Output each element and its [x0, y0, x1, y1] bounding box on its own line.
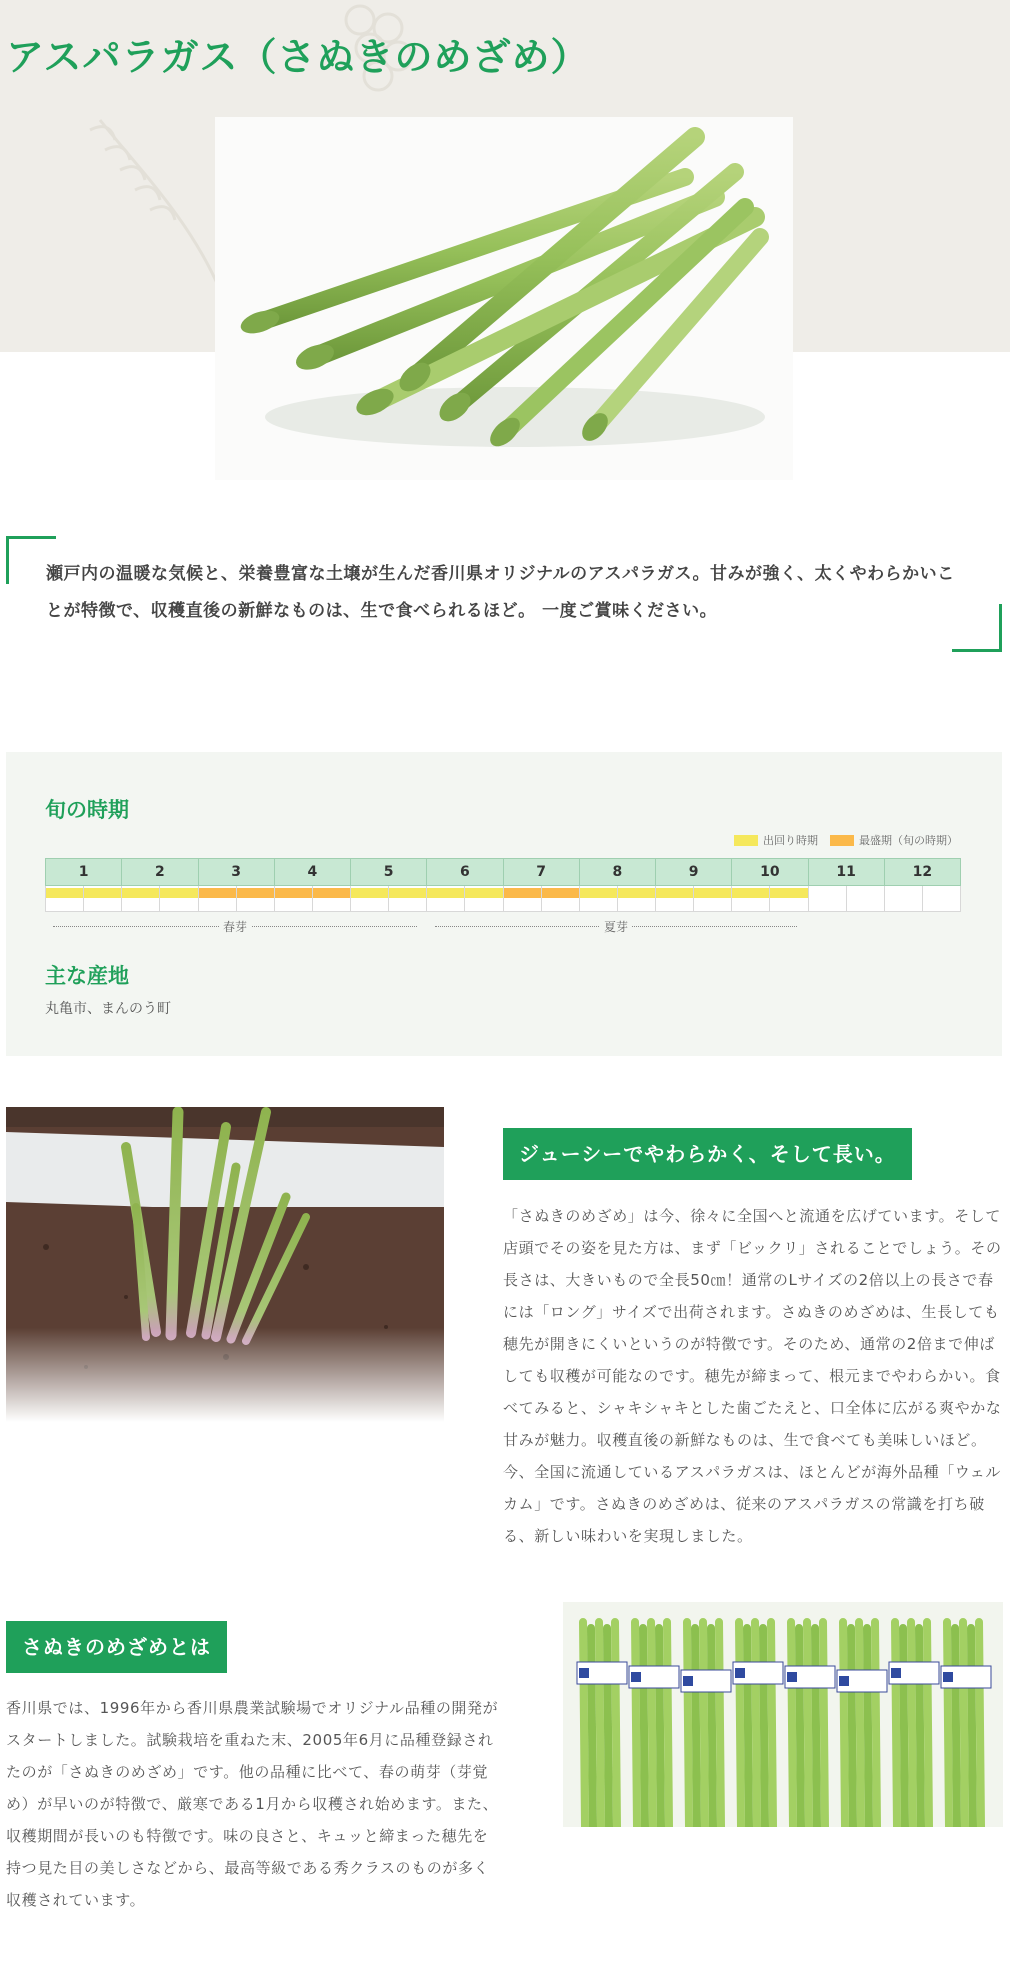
calendar-cell — [809, 886, 847, 912]
calendar-cell — [732, 886, 770, 912]
calendar-cell — [465, 886, 503, 912]
season-heading: 旬の時期 — [45, 798, 129, 822]
calendar-fill-available — [770, 888, 807, 898]
calendar-cell — [275, 886, 313, 912]
calendar-status-row — [45, 886, 961, 912]
calendar-fill-peak — [313, 888, 350, 898]
corner-bracket-bottom-right — [952, 604, 1002, 652]
spring-sprout-label: 春芽 — [219, 918, 251, 935]
calendar-cell — [199, 886, 237, 912]
season-panel — [6, 752, 1002, 1056]
calendar-cell — [618, 886, 656, 912]
calendar-fill-available — [732, 888, 769, 898]
calendar-fill-available — [580, 888, 617, 898]
calendar-cell — [504, 886, 542, 912]
calendar-month-10: 10 — [732, 858, 808, 886]
calendar-fill-available — [46, 888, 83, 898]
calendar-month-8: 8 — [580, 858, 656, 886]
calendar-month-9: 9 — [656, 858, 732, 886]
calendar-month-11: 11 — [809, 858, 885, 886]
calendar-month-6: 6 — [427, 858, 503, 886]
calendar-cell — [351, 886, 389, 912]
calendar-fill-available — [618, 888, 655, 898]
calendar-fill-peak — [504, 888, 541, 898]
calendar-fill-available — [84, 888, 121, 898]
calendar-cell — [427, 886, 465, 912]
calendar-cell — [542, 886, 580, 912]
calendar-fill-available — [122, 888, 159, 898]
summer-sprout-span — [435, 918, 797, 934]
calendar-cell — [237, 886, 275, 912]
calendar-cell — [694, 886, 732, 912]
about-heading: さぬきのめざめとは — [6, 1621, 227, 1673]
calendar-cell — [45, 886, 84, 912]
calendar-fill-available — [465, 888, 502, 898]
season-calendar — [45, 858, 961, 936]
calendar-cell — [847, 886, 885, 912]
calendar-month-1: 1 — [45, 858, 122, 886]
asparagus-bundles-photo — [563, 1602, 1003, 1827]
legend-available — [734, 832, 818, 848]
page-title: アスパラガス（さぬきのめざめ） — [6, 35, 590, 79]
season-legend — [722, 832, 958, 848]
calendar-fill-peak — [199, 888, 236, 898]
calendar-cell — [923, 886, 961, 912]
spring-sprout-span — [53, 918, 417, 934]
legend-available-label: 出回り時期 — [763, 834, 818, 847]
calendar-fill-available — [389, 888, 426, 898]
intro-box — [6, 536, 1002, 652]
calendar-fill-available — [656, 888, 693, 898]
calendar-cell — [313, 886, 351, 912]
juicy-heading: ジューシーでやわらかく、そして長い。 — [503, 1128, 912, 1180]
calendar-cell — [656, 886, 694, 912]
calendar-fill-peak — [542, 888, 579, 898]
calendar-cell — [122, 886, 160, 912]
calendar-month-5: 5 — [351, 858, 427, 886]
calendar-month-7: 7 — [504, 858, 580, 886]
season-labels — [45, 918, 961, 936]
origin-heading: 主な産地 — [45, 964, 129, 988]
legend-peak — [830, 832, 958, 848]
about-text: 香川県では、1996年から香川県農業試験場でオリジナル品種の開発がスタートしました。試験栽培を重ねた末、2005年6月に品種登録されたのが「さぬきのめざめ」です。他の品種に比べて、春の萌芽（芽覚め）が早いのが特徴で、厳寒である1月から収穫され始めます。また、収穫期間が長いのも特徴です。味の良さと、キュッと締まった穂先を持つ見た目の美しさなどから、最高等級である秀クラスのものが多く収穫されています。 — [6, 1699, 499, 1909]
calendar-fill-peak — [237, 888, 274, 898]
legend-swatch-peak — [830, 835, 854, 846]
asparagus-hero-photo — [215, 117, 793, 480]
legend-swatch-available — [734, 835, 758, 846]
calendar-cell — [84, 886, 122, 912]
calendar-month-row — [45, 858, 961, 886]
calendar-fill-available — [351, 888, 388, 898]
calendar-month-2: 2 — [122, 858, 198, 886]
calendar-cell — [885, 886, 923, 912]
calendar-fill-available — [694, 888, 731, 898]
intro-text: 瀬戸内の温暖な気候と、栄養豊富な土壌が生んだ香川県オリジナルのアスパラガス。甘みが強く、太くやわらかいことが特徴で、収穫直後の新鮮なものは、生で食べられるほど。 一度ご賞味ください。 — [46, 564, 955, 621]
calendar-cell — [770, 886, 808, 912]
calendar-fill-available — [160, 888, 197, 898]
juicy-text: 「さぬきのめざめ」は今、徐々に全国へと流通を広げています。そして店頭でその姿を見た方は、まず「ビックリ」されることでしょう。その長さは、大きいもので全長50㎝！通常のLサイズの2倍以上の長さで春には「ロング」サイズで出荷されます。さぬきのめざめは、生長しても穂先が開きにくいというのが特徴です。そのため、通常の2倍まで伸ばしても収穫が可能なのです。穂先が締まって、根元までやわらかい。食べてみると、シャキシャキとした歯ごたえと、口全体に広がる爽やかな甘みが魅力。収穫直後の新鮮なものは、生で食べても美味しいほど。今、全国に流通しているアスパラガスは、ほとんどが海外品種「ウェルカム」です。さぬきのめざめは、従来のアスパラガスの常識を打ち破る、新しい味わいを実現しました。 — [503, 1207, 1002, 1545]
asparagus-sprouts-photo — [6, 1107, 444, 1422]
calendar-month-4: 4 — [275, 858, 351, 886]
calendar-cell — [389, 886, 427, 912]
calendar-cell — [160, 886, 198, 912]
origin-text: 丸亀市、まんのう町 — [45, 1001, 171, 1017]
summer-sprout-label: 夏芽 — [600, 918, 632, 935]
calendar-fill-available — [427, 888, 464, 898]
calendar-fill-peak — [275, 888, 312, 898]
calendar-month-12: 12 — [885, 858, 961, 886]
legend-peak-label: 最盛期（旬の時期） — [859, 834, 958, 847]
calendar-cell — [580, 886, 618, 912]
calendar-month-3: 3 — [199, 858, 275, 886]
